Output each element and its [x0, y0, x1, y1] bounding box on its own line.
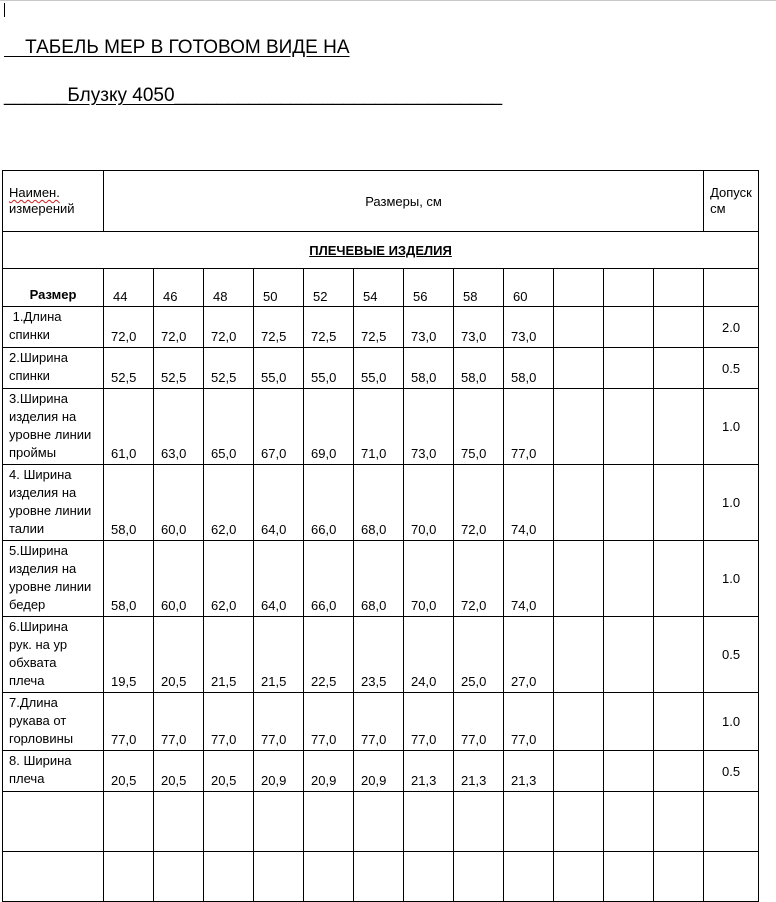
- empty-cell: [454, 852, 504, 902]
- section-title: ПЛЕЧЕВЫЕ ИЗДЕЛИЯ: [3, 232, 759, 269]
- tolerance-cell: 1.0: [704, 389, 759, 465]
- size-cell: 48: [204, 269, 254, 307]
- value-cell: 55,0: [354, 348, 404, 389]
- section-row: [3, 232, 759, 269]
- table-row: [3, 693, 759, 751]
- measurement-name-line: уровне линии: [9, 579, 92, 594]
- empty-cell: [204, 792, 254, 852]
- header-name-line1: Наимен.: [9, 185, 60, 200]
- empty-cell: [554, 348, 604, 389]
- empty-cell: [654, 617, 704, 693]
- value-cell: 77,0: [504, 693, 554, 751]
- empty-cell: [3, 792, 104, 852]
- value-cell: 77,0: [104, 693, 154, 751]
- value-cell: 64,0: [254, 541, 304, 617]
- measurement-name-line: 7.Длина: [9, 695, 58, 710]
- tolerance-cell: 0.5: [704, 617, 759, 693]
- measurement-name-line: горловины: [9, 731, 74, 746]
- empty-cell: [104, 852, 154, 902]
- empty-cell: [654, 269, 704, 307]
- empty-cell: [654, 307, 704, 348]
- empty-cell: [254, 792, 304, 852]
- header-measurement-name: [3, 171, 104, 232]
- measurement-name: [3, 617, 104, 693]
- measurement-name-line: проймы: [9, 445, 57, 460]
- empty-cell: [654, 792, 704, 852]
- measurement-name: [3, 693, 104, 751]
- measurement-name: [3, 465, 104, 541]
- measurement-name-line: изделия на: [9, 409, 77, 424]
- value-cell: 22,5: [304, 617, 354, 693]
- value-cell: 20,5: [204, 751, 254, 792]
- measurement-name-line: бедер: [9, 597, 46, 612]
- empty-cell: [554, 617, 604, 693]
- value-cell: 77,0: [204, 693, 254, 751]
- empty-cell: [654, 348, 704, 389]
- measurement-name-line: 1.Длина: [9, 309, 62, 324]
- value-cell: 77,0: [454, 693, 504, 751]
- tolerance-cell: 1.0: [704, 541, 759, 617]
- value-cell: 19,5: [104, 617, 154, 693]
- value-cell: 58,0: [104, 541, 154, 617]
- empty-cell: [554, 751, 604, 792]
- header-tolerance-line1: Допуск: [710, 185, 752, 200]
- empty-cell: [554, 541, 604, 617]
- empty-cell: [304, 852, 354, 902]
- value-cell: 20,9: [354, 751, 404, 792]
- measurement-name-line: 8. Ширина: [9, 753, 72, 768]
- value-cell: 77,0: [354, 693, 404, 751]
- empty-cell: [154, 792, 204, 852]
- value-cell: 77,0: [304, 693, 354, 751]
- measurement-name-line: 6.Ширина: [9, 619, 68, 634]
- value-cell: 66,0: [304, 465, 354, 541]
- value-cell: 72,5: [254, 307, 304, 348]
- empty-cell: [554, 389, 604, 465]
- value-cell: 21,3: [404, 751, 454, 792]
- value-cell: 58,0: [454, 348, 504, 389]
- value-cell: 55,0: [254, 348, 304, 389]
- value-cell: 68,0: [354, 465, 404, 541]
- value-cell: 23,5: [354, 617, 404, 693]
- table-row: [3, 348, 759, 389]
- value-cell: 58,0: [504, 348, 554, 389]
- size-cell: 52: [304, 269, 354, 307]
- empty-cell: [704, 792, 759, 852]
- tolerance-cell: 1.0: [704, 465, 759, 541]
- tolerance-cell: 0.5: [704, 751, 759, 792]
- empty-cell: [554, 465, 604, 541]
- value-cell: 68,0: [354, 541, 404, 617]
- value-cell: 71,0: [354, 389, 404, 465]
- empty-cell: [604, 465, 654, 541]
- size-cell: 44: [104, 269, 154, 307]
- measurement-name-line: уровне линии: [9, 427, 92, 442]
- size-cell: 60: [504, 269, 554, 307]
- empty-cell: [604, 348, 654, 389]
- empty-cell: [3, 852, 104, 902]
- value-cell: 64,0: [254, 465, 304, 541]
- measurement-name-line: рук. на ур: [9, 637, 68, 652]
- table-row: [3, 617, 759, 693]
- empty-cell: [604, 389, 654, 465]
- value-cell: 73,0: [504, 307, 554, 348]
- value-cell: 66,0: [304, 541, 354, 617]
- value-cell: 73,0: [404, 389, 454, 465]
- value-cell: 72,5: [354, 307, 404, 348]
- measurements-table: [2, 170, 759, 902]
- value-cell: 72,0: [154, 307, 204, 348]
- value-cell: 77,0: [504, 389, 554, 465]
- header-tolerance-line2: см: [710, 201, 726, 216]
- measurement-name-line: плеча: [9, 771, 45, 786]
- measurement-name-line: 5.Ширина: [9, 543, 68, 558]
- empty-cell: [704, 852, 759, 902]
- value-cell: 74,0: [504, 541, 554, 617]
- empty-cell: [554, 307, 604, 348]
- value-cell: 27,0: [504, 617, 554, 693]
- value-cell: 52,5: [204, 348, 254, 389]
- value-cell: 20,5: [104, 751, 154, 792]
- value-cell: 52,5: [104, 348, 154, 389]
- value-cell: 62,0: [204, 541, 254, 617]
- empty-cell: [354, 852, 404, 902]
- value-cell: 55,0: [304, 348, 354, 389]
- value-cell: 58,0: [404, 348, 454, 389]
- size-cell: 46: [154, 269, 204, 307]
- value-cell: 73,0: [454, 307, 504, 348]
- empty-cell: [604, 852, 654, 902]
- value-cell: 72,0: [204, 307, 254, 348]
- measurement-name-line: уровне линии: [9, 503, 92, 518]
- value-cell: 21,5: [254, 617, 304, 693]
- measurement-name-line: 3.Ширина: [9, 391, 68, 406]
- text-cursor: [4, 3, 5, 17]
- measurement-rows: [3, 307, 759, 792]
- empty-cell: [354, 792, 404, 852]
- table-row: [3, 751, 759, 792]
- value-cell: 52,5: [154, 348, 204, 389]
- value-cell: 72,0: [104, 307, 154, 348]
- value-cell: 20,5: [154, 751, 204, 792]
- value-cell: 77,0: [254, 693, 304, 751]
- value-cell: 21,3: [454, 751, 504, 792]
- page-top-border: [0, 0, 776, 1]
- value-cell: 72,5: [304, 307, 354, 348]
- blank-row: [3, 852, 759, 902]
- value-cell: 65,0: [204, 389, 254, 465]
- empty-cell: [654, 389, 704, 465]
- value-cell: 60,0: [154, 541, 204, 617]
- empty-cell: [554, 269, 604, 307]
- table-row: [3, 307, 759, 348]
- value-cell: 21,3: [504, 751, 554, 792]
- measurement-name-line: изделия на: [9, 485, 77, 500]
- empty-cell: [604, 792, 654, 852]
- empty-cell: [704, 269, 759, 307]
- tolerance-cell: 1.0: [704, 693, 759, 751]
- empty-cell: [604, 751, 654, 792]
- empty-cell: [404, 792, 454, 852]
- measurement-name-line: 2.Ширина: [9, 350, 68, 365]
- measurement-name-line: спинки: [9, 368, 50, 383]
- header-sizes: Размеры, см: [104, 171, 704, 232]
- value-cell: 73,0: [404, 307, 454, 348]
- empty-cell: [504, 852, 554, 902]
- size-row: [3, 269, 759, 307]
- measurement-name-line: талии: [9, 521, 45, 536]
- value-cell: 75,0: [454, 389, 504, 465]
- value-cell: 62,0: [204, 465, 254, 541]
- measurement-name-line: обхвата: [9, 655, 57, 670]
- empty-cell: [654, 465, 704, 541]
- empty-cell: [604, 541, 654, 617]
- empty-cell: [554, 693, 604, 751]
- empty-cell: [304, 792, 354, 852]
- value-cell: 67,0: [254, 389, 304, 465]
- size-cell: 58: [454, 269, 504, 307]
- empty-cell: [654, 852, 704, 902]
- table-row: [3, 389, 759, 465]
- empty-cell: [404, 852, 454, 902]
- value-cell: 63,0: [154, 389, 204, 465]
- value-cell: 20,9: [304, 751, 354, 792]
- value-cell: 70,0: [404, 465, 454, 541]
- value-cell: 74,0: [504, 465, 554, 541]
- size-cell: 50: [254, 269, 304, 307]
- blank-row: [3, 792, 759, 852]
- measurement-name-line: рукава от: [9, 713, 67, 728]
- tolerance-cell: 0.5: [704, 348, 759, 389]
- header-name-line2: измерений: [9, 201, 75, 216]
- empty-cell: [604, 269, 654, 307]
- measurement-name: [3, 307, 104, 348]
- empty-cell: [654, 751, 704, 792]
- value-cell: 21,5: [204, 617, 254, 693]
- value-cell: 24,0: [404, 617, 454, 693]
- empty-cell: [104, 792, 154, 852]
- empty-cell: [204, 852, 254, 902]
- header-tolerance: [704, 171, 759, 232]
- measurement-name: [3, 348, 104, 389]
- table-row: [3, 541, 759, 617]
- measurement-name-line: изделия на: [9, 561, 77, 576]
- empty-cell: [554, 792, 604, 852]
- size-row-label: Размер: [3, 269, 104, 307]
- value-cell: 20,5: [154, 617, 204, 693]
- value-cell: 61,0: [104, 389, 154, 465]
- value-cell: 72,0: [454, 541, 504, 617]
- size-cell: 56: [404, 269, 454, 307]
- measurement-name-line: спинки: [9, 327, 50, 342]
- value-cell: 69,0: [304, 389, 354, 465]
- measurement-name: [3, 751, 104, 792]
- value-cell: 58,0: [104, 465, 154, 541]
- tolerance-cell: 2.0: [704, 307, 759, 348]
- empty-cell: [154, 852, 204, 902]
- empty-cell: [654, 693, 704, 751]
- value-cell: 60,0: [154, 465, 204, 541]
- empty-cell: [504, 792, 554, 852]
- document-title: ТАБЕЛЬ МЕР В ГОТОВОМ ВИДЕ НА: [4, 37, 350, 58]
- value-cell: 25,0: [454, 617, 504, 693]
- empty-cell: [604, 617, 654, 693]
- measurement-name-line: плеча: [9, 673, 45, 688]
- empty-cell: [604, 693, 654, 751]
- value-cell: 72,0: [454, 465, 504, 541]
- empty-cell: [654, 541, 704, 617]
- value-cell: 77,0: [404, 693, 454, 751]
- document-subtitle: ______Блузку 4050_______________________________: [4, 85, 503, 106]
- measurement-name: [3, 541, 104, 617]
- measurement-name-line: 4. Ширина: [9, 467, 72, 482]
- table-row: [3, 465, 759, 541]
- value-cell: 70,0: [404, 541, 454, 617]
- header-row: [3, 171, 759, 232]
- size-cell: 54: [354, 269, 404, 307]
- empty-cell: [554, 852, 604, 902]
- value-cell: 20,9: [254, 751, 304, 792]
- measurement-name: [3, 389, 104, 465]
- empty-cell: [604, 307, 654, 348]
- value-cell: 77,0: [154, 693, 204, 751]
- empty-cell: [254, 852, 304, 902]
- empty-cell: [454, 792, 504, 852]
